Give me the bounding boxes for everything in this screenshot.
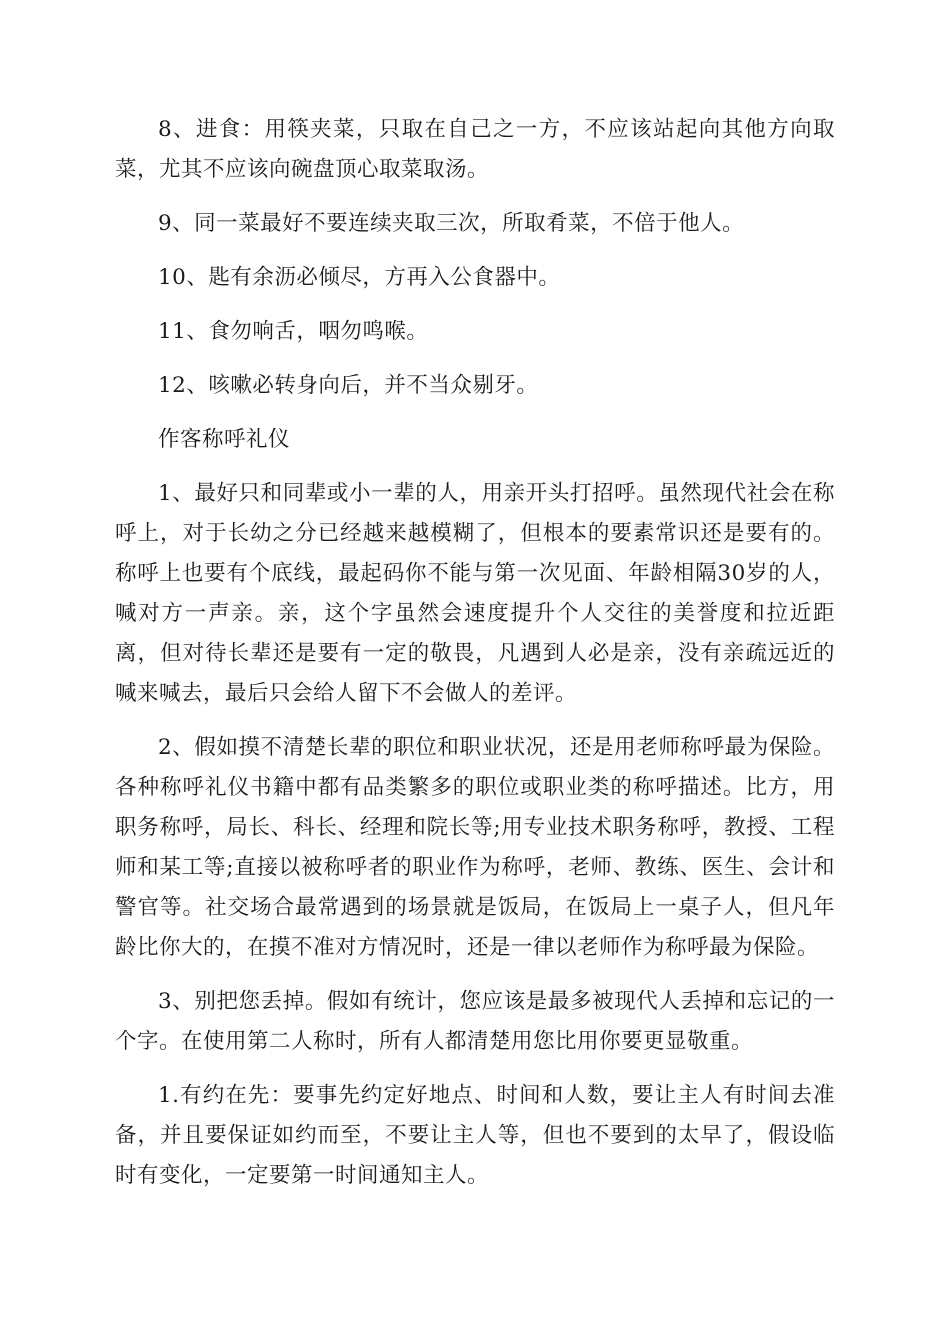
paragraph-address-2: 2、假如摸不清楚长辈的职位和职业状况，还是用老师称呼最为保险。各种称呼礼仪书籍中都有品类繁多的职位或职业类的称呼描述。比方，用职务称呼，局长、科长、经理和院长等;用专业技术职务称呼，教授、工程师和某工等;直接以被称呼者的职业作为称呼，老师、教练、医生、会计和警官等。社交场合最常遇到的场景就是饭局，在饭局上一桌子人，但凡年龄比你大的，在摸不准对方情况时，还是一律以老师作为称呼最为保险。 (115, 735, 835, 960)
paragraph-address-1: 1、最好只和同辈或小一辈的人，用亲开头打招呼。虽然现代社会在称呼上，对于长幼之分已经越来越模糊了，但根本的要素常识还是要有的。称呼上也要有个底线，最起码你不能与第一次见面、年龄相隔30岁的人，喊对方一声亲。亲，这个字虽然会速度提升个人交往的美誉度和拉近距离，但对待长辈还是要有一定的敬畏，凡遇到人必是亲，没有亲疏远近的喊来喊去，最后只会给人留下不会做人的差评。 (115, 481, 835, 706)
paragraph-address-3: 3、别把您丢掉。假如有统计，您应该是最多被现代人丢掉和忘记的一个字。在使用第二人称时，所有人都清楚用您比用你要更显敬重。 (115, 989, 835, 1054)
document-body (115, 110, 835, 1210)
paragraph-item-10: 10、匙有余沥必倾尽，方再入公食器中。 (158, 265, 561, 290)
paragraph-item-12: 12、咳嗽必转身向后，并不当众剔牙。 (158, 373, 539, 398)
section-heading: 作客称呼礼仪 (158, 427, 291, 452)
paragraph-item-11: 11、食勿响舌，咽勿鸣喉。 (158, 319, 429, 344)
paragraph-item-9: 9、同一菜最好不要连续夹取三次，所取肴菜，不倍于他人。 (158, 211, 745, 236)
paragraph-item-8: 8、进食：用筷夹菜，只取在自己之一方，不应该站起向其他方向取菜，尤其不应该向碗盘顶心取菜取汤。 (115, 117, 835, 182)
paragraph-appointment: 1.有约在先：要事先约定好地点、时间和人数，要让主人有时间去准备，并且要保证如约而至，不要让主人等，但也不要到的太早了，假设临时有变化，一定要第一时间通知主人。 (115, 1083, 835, 1188)
